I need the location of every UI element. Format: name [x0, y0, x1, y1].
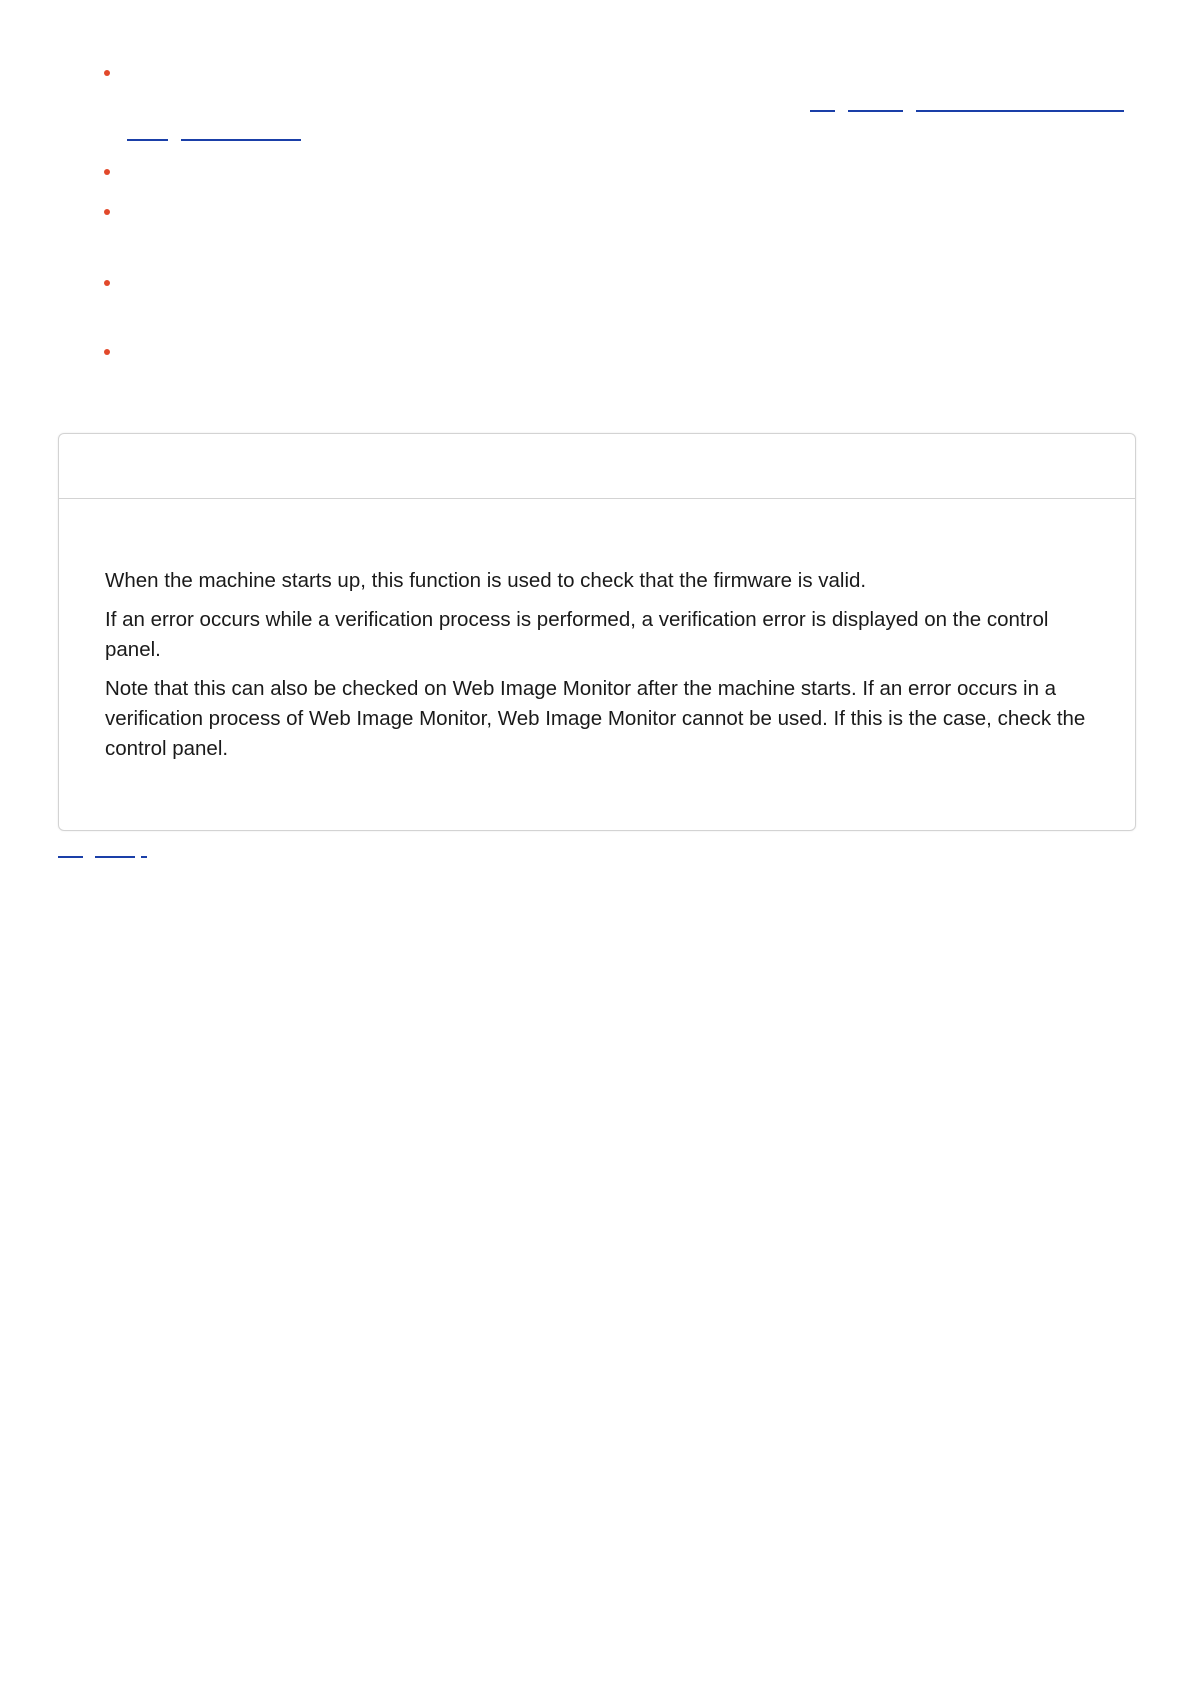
list-bullet — [104, 349, 110, 355]
link-underline[interactable] — [810, 110, 835, 112]
link-underline[interactable] — [95, 856, 135, 858]
list-bullet — [104, 169, 110, 175]
link-underline[interactable] — [181, 139, 301, 141]
link-underline[interactable] — [848, 110, 903, 112]
note-body — [105, 566, 1095, 773]
note-paragraph-3: Note that this can also be checked on Web Image Monitor after the machine starts. If an error occurs in a verification process of Web Image Monitor, Web Image Monitor cannot be used. If this is the case, check the control panel. — [105, 677, 1086, 760]
link-underline[interactable] — [127, 139, 168, 141]
note-paragraph-2: If an error occurs while a verification process is performed, a verification error is displayed on the control panel. — [105, 608, 1049, 661]
note-header — [59, 434, 1135, 499]
list-bullet — [104, 70, 110, 76]
list-bullet — [104, 280, 110, 286]
note-box — [58, 433, 1136, 831]
link-underline[interactable] — [916, 110, 1124, 112]
note-paragraph-1: When the machine starts up, this function is used to check that the firmware is valid. — [105, 569, 867, 592]
link-underline[interactable] — [58, 856, 83, 858]
list-bullet — [104, 209, 110, 215]
link-underline[interactable] — [141, 856, 147, 858]
